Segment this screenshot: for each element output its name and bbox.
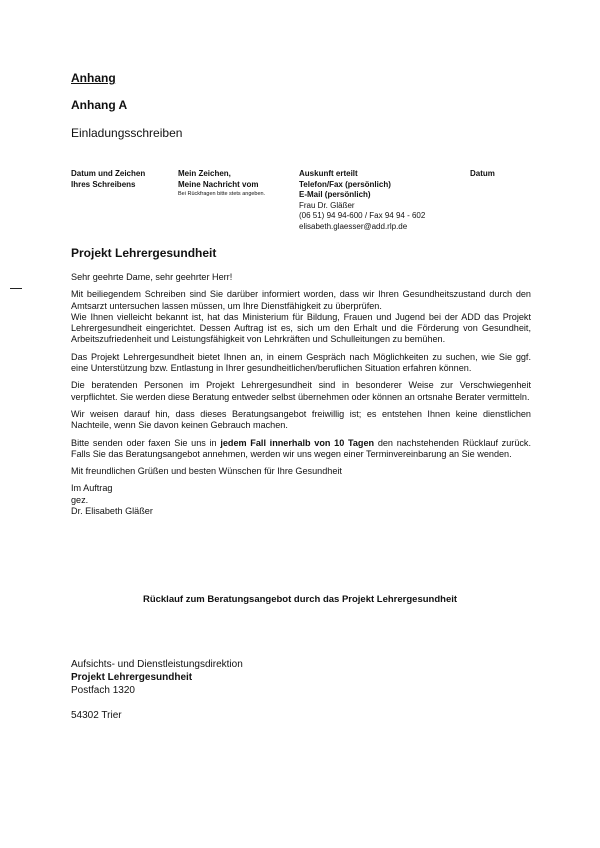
info-label: Meine Nachricht vom <box>178 179 259 189</box>
letter-subject: Projekt Lehrergesundheit <box>71 246 217 260</box>
text: den nachstehenden Rücklauf zurück. Falls Sie das Beratungsangebot annehmen, werden wir uns wegen einer Terminvereinbarung an Sie wenden. <box>71 437 531 459</box>
info-label: Datum und Zeichen <box>71 169 146 178</box>
paragraph: Wir weisen darauf hin, dass dieses Beratungsangebot freiwillig ist; es entstehen Ihnen keine dienstlichen Nachteile, wenn Sie davon keinen Gebrauch machen. <box>71 408 531 431</box>
address-line: Projekt Lehrergesundheit <box>71 672 193 683</box>
heading-einladungsschreiben: Einladungsschreiben <box>71 126 183 140</box>
salutation: Sehr geehrte Dame, sehr geehrter Herr! <box>71 272 233 282</box>
return-address <box>71 658 243 722</box>
signature-line: Im Auftrag <box>71 483 113 494</box>
paragraph: Das Projekt Lehrergesundheit bietet Ihnen an, in einem Gespräch nach Möglichkeiten zu suchen, wie Sie ggf. eine Unterstützung bzw. Entlastung in Ihrer gesundheitlichen/beruflichen Situation erfahren können. <box>71 351 531 374</box>
deadline-emphasis: jedem Fall innerhalb von 10 Tagen <box>220 437 375 448</box>
paragraph: Wie Ihnen vielleicht bekannt ist, hat das Ministerium für Bildung, Frauen und Jugend bei der ADD das Projekt Lehrergesundheit eingerichtet. Dessen Auftrag ist es, sich um den Erhalt und die Förderung von Gesundheit, Arbeitszufriedenheit und Leistungsfähigkeit von Lehrkräften und Schulleitungen zu bemühen. <box>71 311 531 345</box>
info-label: Ihres Schreibens <box>71 179 136 189</box>
signature-line: gez. <box>71 494 89 505</box>
paragraph-deadline <box>71 438 531 461</box>
info-column-our-reference <box>178 169 265 199</box>
heading-anhang: Anhang <box>71 71 116 85</box>
address-line: Postfach 1320 <box>71 685 135 696</box>
info-column-date <box>470 169 495 180</box>
info-column-your-reference <box>71 169 145 190</box>
info-label: E-Mail (persönlich) <box>299 190 371 199</box>
signature-name: Dr. Elisabeth Gläßer <box>71 506 153 517</box>
text: Bitte senden oder faxen Sie uns in <box>71 437 221 448</box>
contact-name: Frau Dr. Gläßer <box>299 200 355 210</box>
contact-email: elisabeth.glaesser@add.rlp.de <box>299 221 408 231</box>
info-column-contact <box>299 169 425 232</box>
address-city: 54302 Trier <box>71 710 122 721</box>
paragraph: Mit beiliegendem Schreiben sind Sie darüber informiert worden, dass wir Ihren Gesundheitszustand durch den Amtsarzt untersuchen lassen müssen, um Ihre Dienstfähigkeit zu überprüfen. <box>71 289 531 311</box>
info-label: Auskunft erteilt <box>299 169 358 178</box>
fold-mark <box>10 288 22 289</box>
info-note: Bei Rückfragen bitte stets angeben. <box>178 191 266 197</box>
heading-anhang-a: Anhang A <box>71 98 128 112</box>
info-label: Datum <box>470 169 495 178</box>
closing: Mit freundlichen Grüßen und besten Wünschen für Ihre Gesundheit <box>71 466 342 477</box>
signature-block <box>71 483 531 517</box>
paragraph: Die beratenden Personen im Projekt Lehrergesundheit sind in besonderer Weise zur Verschwiegenheit verpflichtet. Sie werden diese Beratung entweder selbst übernehmen oder können an ortsnahe Berater vermitteln. <box>71 380 531 402</box>
info-label: Mein Zeichen, <box>178 169 231 178</box>
letter-body <box>71 272 531 517</box>
address-line: Aufsichts- und Dienstleistungsdirektion <box>71 659 243 670</box>
contact-phone: (06 51) 94 94-600 / Fax 94 94 - 602 <box>299 211 426 220</box>
info-label: Telefon/Fax (persönlich) <box>299 179 391 189</box>
ruecklauf-title: Rücklauf zum Beratungsangebot durch das Projekt Lehrergesundheit <box>142 594 458 605</box>
